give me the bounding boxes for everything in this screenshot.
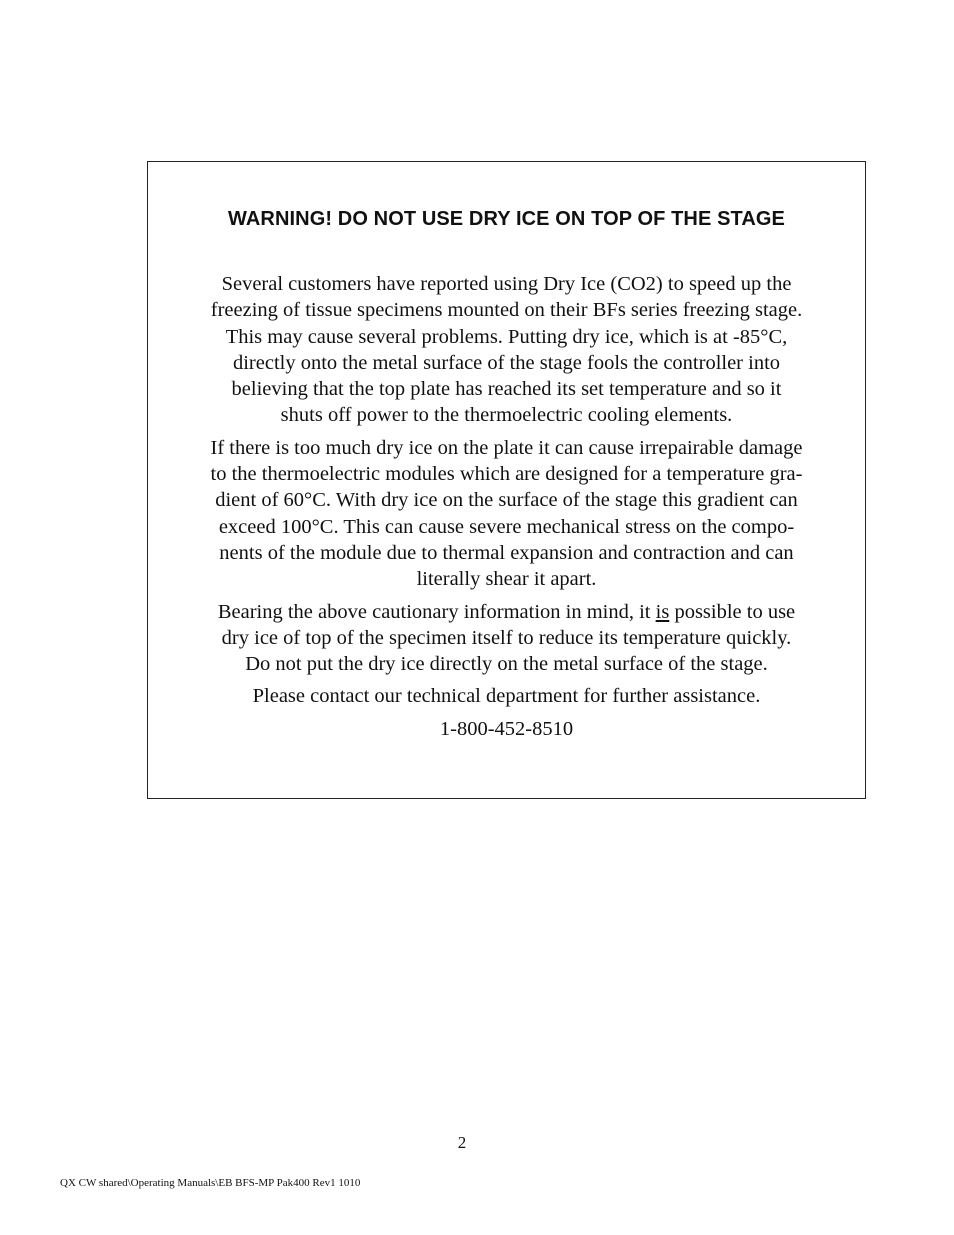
text-line: freezing of tissue specimens mounted on their BFs series freezing stage. bbox=[210, 299, 803, 322]
warning-box bbox=[147, 161, 866, 799]
text-line: to the thermoelectric modules which are designed for a temperature gra- bbox=[210, 463, 803, 486]
text-line: possible to use bbox=[669, 600, 796, 623]
warning-title: WARNING! DO NOT USE DRY ICE ON TOP OF THE STAGE bbox=[228, 208, 785, 230]
text-line: literally shear it apart. bbox=[416, 568, 597, 591]
text-line: This may cause several problems. Putting dry ice, which is at -85°C, bbox=[225, 325, 788, 348]
text-line: directly onto the metal surface of the stage fools the controller into bbox=[232, 351, 781, 374]
paragraph-dry-ice-problems bbox=[178, 271, 835, 429]
paragraph-module-damage bbox=[178, 435, 835, 593]
page-number: 2 bbox=[457, 1133, 467, 1152]
text-line: shuts off power to the thermoelectric cooling elements. bbox=[280, 404, 733, 427]
warning-body bbox=[178, 271, 835, 748]
text-line: Bearing the above cautionary information in mind, it bbox=[217, 600, 656, 623]
text-line: If there is too much dry ice on the plate it can cause irrepairable damage bbox=[210, 436, 803, 459]
contact-text: Please contact our technical department for further assistance. bbox=[252, 685, 761, 708]
underlined-emphasis: is bbox=[655, 600, 670, 623]
text-line: dient of 60°C. With dry ice on the surface of the stage this gradient can bbox=[215, 489, 798, 512]
text-line: dry ice of top of the specimen itself to reduce its temperature quickly. bbox=[221, 626, 792, 649]
text-line: exceed 100°C. This can cause severe mechanical stress on the compo- bbox=[218, 515, 795, 538]
phone-number: 1-800-452-8510 bbox=[439, 717, 574, 740]
text-line: believing that the top plate has reached its set temperature and so it bbox=[231, 378, 782, 401]
text-line: Several customers have reported using Dry Ice (CO2) to speed up the bbox=[221, 273, 792, 295]
footer-file-path: QX CW shared\Operating Manuals\EB BFS-MP Pak400 Rev1 1010 bbox=[60, 1177, 361, 1189]
text-line: nents of the module due to thermal expansion and contraction and can bbox=[219, 541, 794, 564]
paragraph-safe-usage bbox=[178, 599, 835, 678]
text-line: Do not put the dry ice directly on the metal surface of the stage. bbox=[245, 653, 768, 676]
